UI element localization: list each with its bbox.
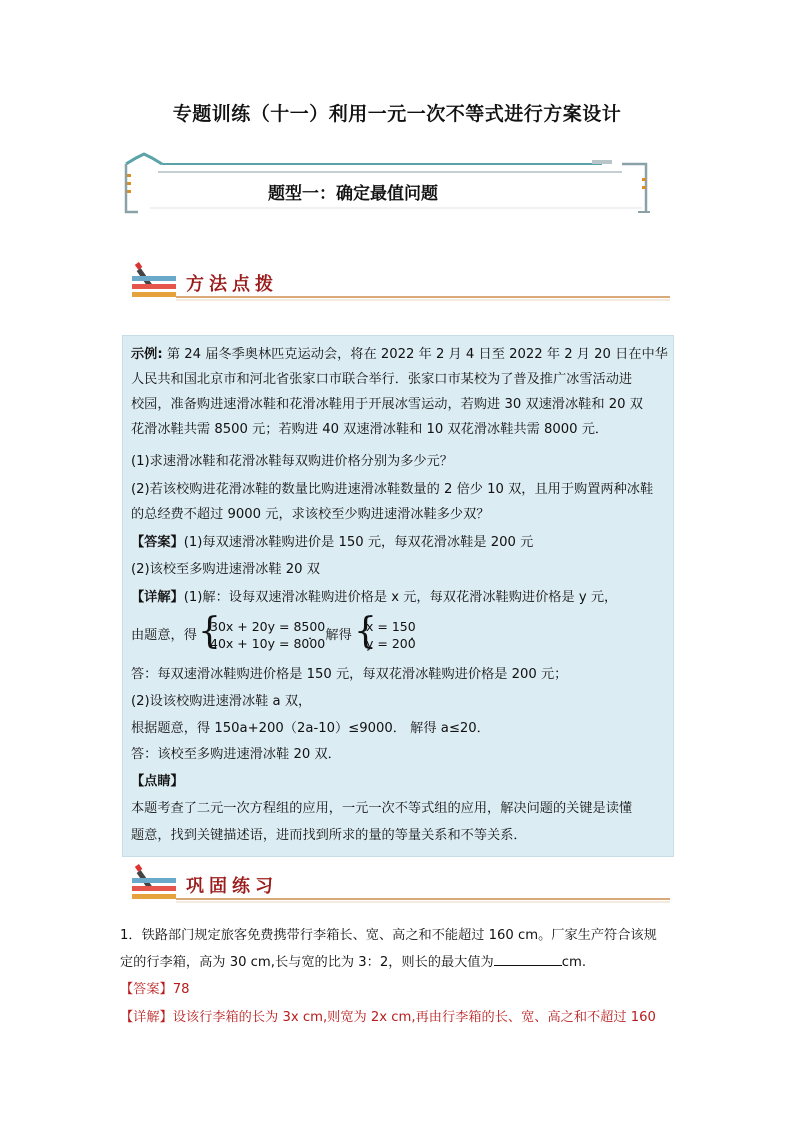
- equation-system: 30x + 20y = 8500 40x + 10y = 8000: [210, 619, 326, 651]
- example-line-3: 校园，准备购进速滑冰鞋和花滑冰鞋用于开展冰雪运动，若购进 30 双速滑冰鞋和 20 双: [131, 397, 643, 412]
- comment-line-2: 题意，找到关键描述语，进而找到所求的量的等量关系和不等关系．: [131, 828, 527, 843]
- detail-line-3: 答：每双速滑冰鞋购进价格是 150 元，每双花滑冰鞋购进价格是 200 元；: [131, 667, 568, 682]
- detail-solve: ． 解得: [308, 628, 352, 643]
- answer-label: 【答案】: [120, 982, 173, 997]
- left-brace: {: [198, 611, 221, 652]
- question-1-answer: 【答案】78: [120, 982, 190, 997]
- answer-line-2: (2)该校至多购进速滑冰鞋 20 双: [131, 562, 320, 577]
- detail-line-5: 根据题意，得 150a+200（2a-10）≤9000． 解得 a≤20．: [131, 721, 490, 736]
- detail-line-4: (2)设该校购进速滑冰鞋 a 双，: [131, 694, 312, 709]
- example-question-1: (1)求速滑冰鞋和花滑冰鞋每双购进价格分别为多少元？: [131, 454, 453, 469]
- detail-line-1: 【详解】(1)解：设每双速滑冰鞋购进价格是 x 元，每双花滑冰鞋购进价格是 y 元，: [131, 590, 618, 605]
- answer-label: 【答案】: [131, 535, 184, 550]
- solution-system: x = 150 y = 200: [366, 619, 416, 651]
- comment-label: 【点睛】: [131, 774, 184, 789]
- example-question-2-cont: 的总经费不超过 9000 元，求该校至少购进速滑冰鞋多少双？: [131, 507, 490, 522]
- answer-line-1: 【答案】(1)每双速滑冰鞋购进价是 150 元，每双花滑冰鞋是 200 元: [131, 535, 534, 550]
- comment-line-1: 本题考查了二元一次方程组的应用，一元一次不等式组的应用，解决问题的关键是读懂: [131, 801, 633, 816]
- example-line-4: 花滑冰鞋共需 8500 元；若购进 40 双速滑冰鞋和 10 双花滑冰鞋共需 8000 元．: [131, 422, 609, 437]
- example-line-1: 示例: 第 24 届冬季奥林匹克运动会，将在 2022 年 2 月 4 日至 2022 年 2 月 20 日在中华: [131, 347, 668, 362]
- detail-label: 【详解】: [120, 1010, 173, 1025]
- question-1-line-2: 定的行李箱，高为 30 cm,长与宽的比为 3：2，则长的最大值为 cm.: [120, 955, 587, 970]
- detail-given: 由题意，得: [131, 628, 197, 643]
- left-brace: {: [354, 611, 377, 652]
- example-line-2: 人民共和国北京市和河北省张家口市联合举行．张家口市某校为了普及推广冰雪活动进: [131, 372, 633, 387]
- page-title: 专题训练（十一）利用一元一次不等式进行方案设计: [172, 103, 622, 125]
- detail-label: 【详解】: [131, 590, 184, 605]
- detail-line-6: 答：该校至多购进速滑冰鞋 20 双．: [131, 747, 341, 762]
- detail-period: ．: [410, 628, 424, 643]
- question-1-detail: 【详解】设该行李箱的长为 3x cm,则宽为 2x cm,再由行李箱的长、宽、高之和不超过 160: [120, 1010, 656, 1025]
- section-heading-method: [130, 260, 672, 304]
- section-label: 方法点拨: [186, 274, 278, 295]
- example-label: 示例:: [131, 347, 163, 362]
- answer-blank: [494, 953, 562, 966]
- banner-title: 题型一：确定最值问题: [268, 184, 438, 204]
- question-1-line-1: 1．铁路部门规定旅客免费携带行李箱长、宽、高之和不能超过 160 cm。厂家生产符合该规: [120, 928, 657, 943]
- example-question-2: (2)若该校购进花滑冰鞋的数量比购进速滑冰鞋数量的 2 倍少 10 双，且用于购置两种冰鞋: [131, 482, 654, 497]
- section-label: 巩固练习: [186, 876, 278, 897]
- section-heading-practice: [130, 862, 672, 906]
